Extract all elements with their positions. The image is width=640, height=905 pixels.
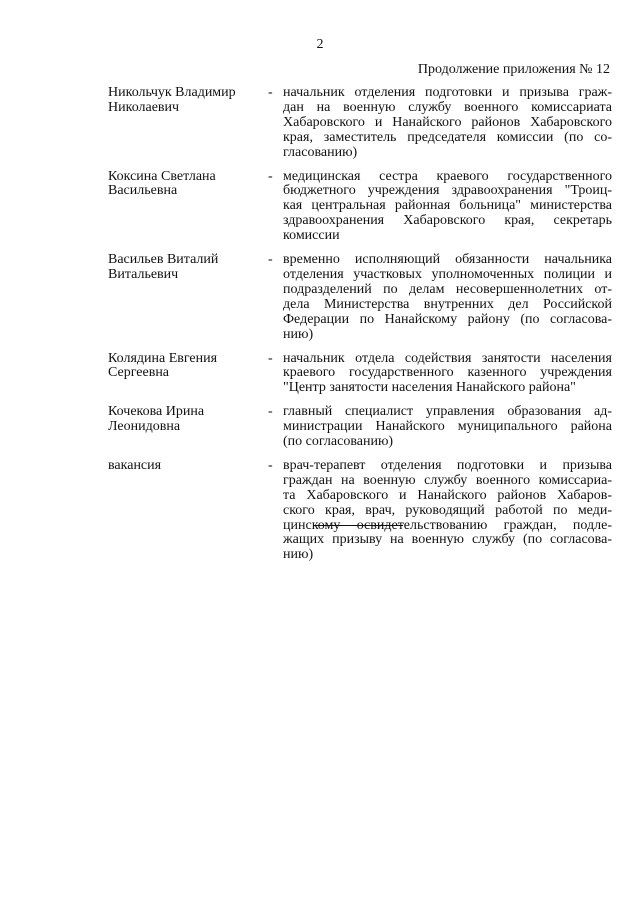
member-role: [283, 170, 612, 245]
member-entry: [108, 86, 612, 161]
member-name-line: Витальевич: [108, 266, 179, 282]
role-line: отделения участковых уполномоченных полиции и: [283, 266, 612, 282]
member-name-line: Васильевна: [108, 183, 178, 199]
role-line: комиссии: [283, 228, 340, 244]
member-role: [283, 459, 612, 563]
role-line: граждан на военную службу военного комиссариа-: [283, 472, 612, 488]
role-line: начальник отдела содействия занятости населения: [283, 350, 612, 366]
dash-separator: -: [268, 457, 273, 473]
member-name-line: Колядина Евгения: [108, 350, 218, 366]
dash-separator: -: [268, 85, 273, 100]
member-entry: [108, 459, 612, 563]
role-line: министрации Нанайского муниципального района: [283, 419, 612, 435]
role-line: жащих призыву на военную службу (по согласова-: [283, 532, 612, 548]
member-role: [283, 253, 612, 342]
end-of-list-rule: [314, 525, 403, 526]
role-line: дан на военную службу военного комиссариата: [283, 99, 612, 115]
member-name-line: Васильев Виталий: [108, 252, 219, 268]
role-line: (по согласованию): [283, 434, 394, 450]
role-line: врач-терапевт отделения подготовки и призыва: [283, 457, 612, 473]
continuation-header: Продолжение приложения № 12: [417, 62, 610, 77]
member-role: [283, 405, 612, 450]
role-line: нию): [283, 326, 314, 342]
member-name-line: Никольчук Владимир: [108, 85, 236, 100]
role-line: дела Министерства внутренних дел Российской: [283, 296, 612, 312]
member-name: [108, 459, 268, 563]
member-name-line: Кочекова Ирина: [108, 404, 205, 420]
member-entry: [108, 352, 612, 397]
role-line: главный специалист управления образования ад-: [283, 404, 612, 420]
member-name-line: Леонидовна: [108, 419, 181, 435]
member-name: [108, 405, 268, 450]
role-line: Федерации по Нанайскому району (по согласова-: [283, 311, 612, 327]
member-name-line: Сергеевна: [108, 365, 170, 381]
role-line: цинскому освидетельствованию граждан, подле-: [283, 517, 612, 533]
role-line: "Центр занятости населения Нанайского района": [283, 380, 576, 396]
role-line: Хабаровского и Нанайского районов Хабаровского: [283, 114, 612, 130]
member-name-line: Николаевич: [108, 99, 180, 115]
role-line: краевого государственного казенного учреждения: [283, 365, 612, 381]
role-line: та Хабаровского и Нанайского районов Хабаров-: [283, 487, 612, 503]
role-line: бюджетного учреждения здравоохранения "Троиц-: [283, 183, 612, 199]
member-entry: [108, 170, 612, 245]
dash-separator: -: [268, 404, 273, 420]
member-entry: [108, 253, 612, 342]
role-line: временно исполняющий обязанности начальника: [283, 252, 612, 268]
dash-separator: -: [268, 252, 273, 268]
member-role: [283, 352, 612, 397]
role-line: гласованию): [283, 144, 358, 160]
member-name: [108, 253, 268, 342]
member-name: [108, 170, 268, 245]
member-name-line: вакансия: [108, 457, 162, 473]
role-line: подразделений по делам несовершеннолетних от-: [283, 281, 612, 297]
dash-separator: -: [268, 168, 273, 184]
dash-separator: -: [268, 350, 273, 366]
member-entry: [108, 405, 612, 450]
role-line: ского края, врач, руководящий работой по меди-: [283, 502, 612, 518]
role-line: начальник отделения подготовки и призыва граж-: [283, 85, 612, 100]
role-line: края, заместитель председателя комиссии (по со-: [283, 129, 612, 145]
page-number: 2: [316, 37, 324, 52]
member-name: [108, 352, 268, 397]
member-name: [108, 86, 268, 161]
member-role: [283, 86, 612, 161]
role-line: нию): [283, 547, 314, 563]
commission-members-list: [108, 86, 612, 563]
role-line: здравоохранения Хабаровского края, секретарь: [283, 213, 612, 229]
role-line: медицинская сестра краевого государственного: [283, 168, 612, 184]
member-name-line: Коксина Светлана: [108, 168, 216, 184]
role-line: кая центральная районная больница" министерства: [283, 198, 612, 214]
